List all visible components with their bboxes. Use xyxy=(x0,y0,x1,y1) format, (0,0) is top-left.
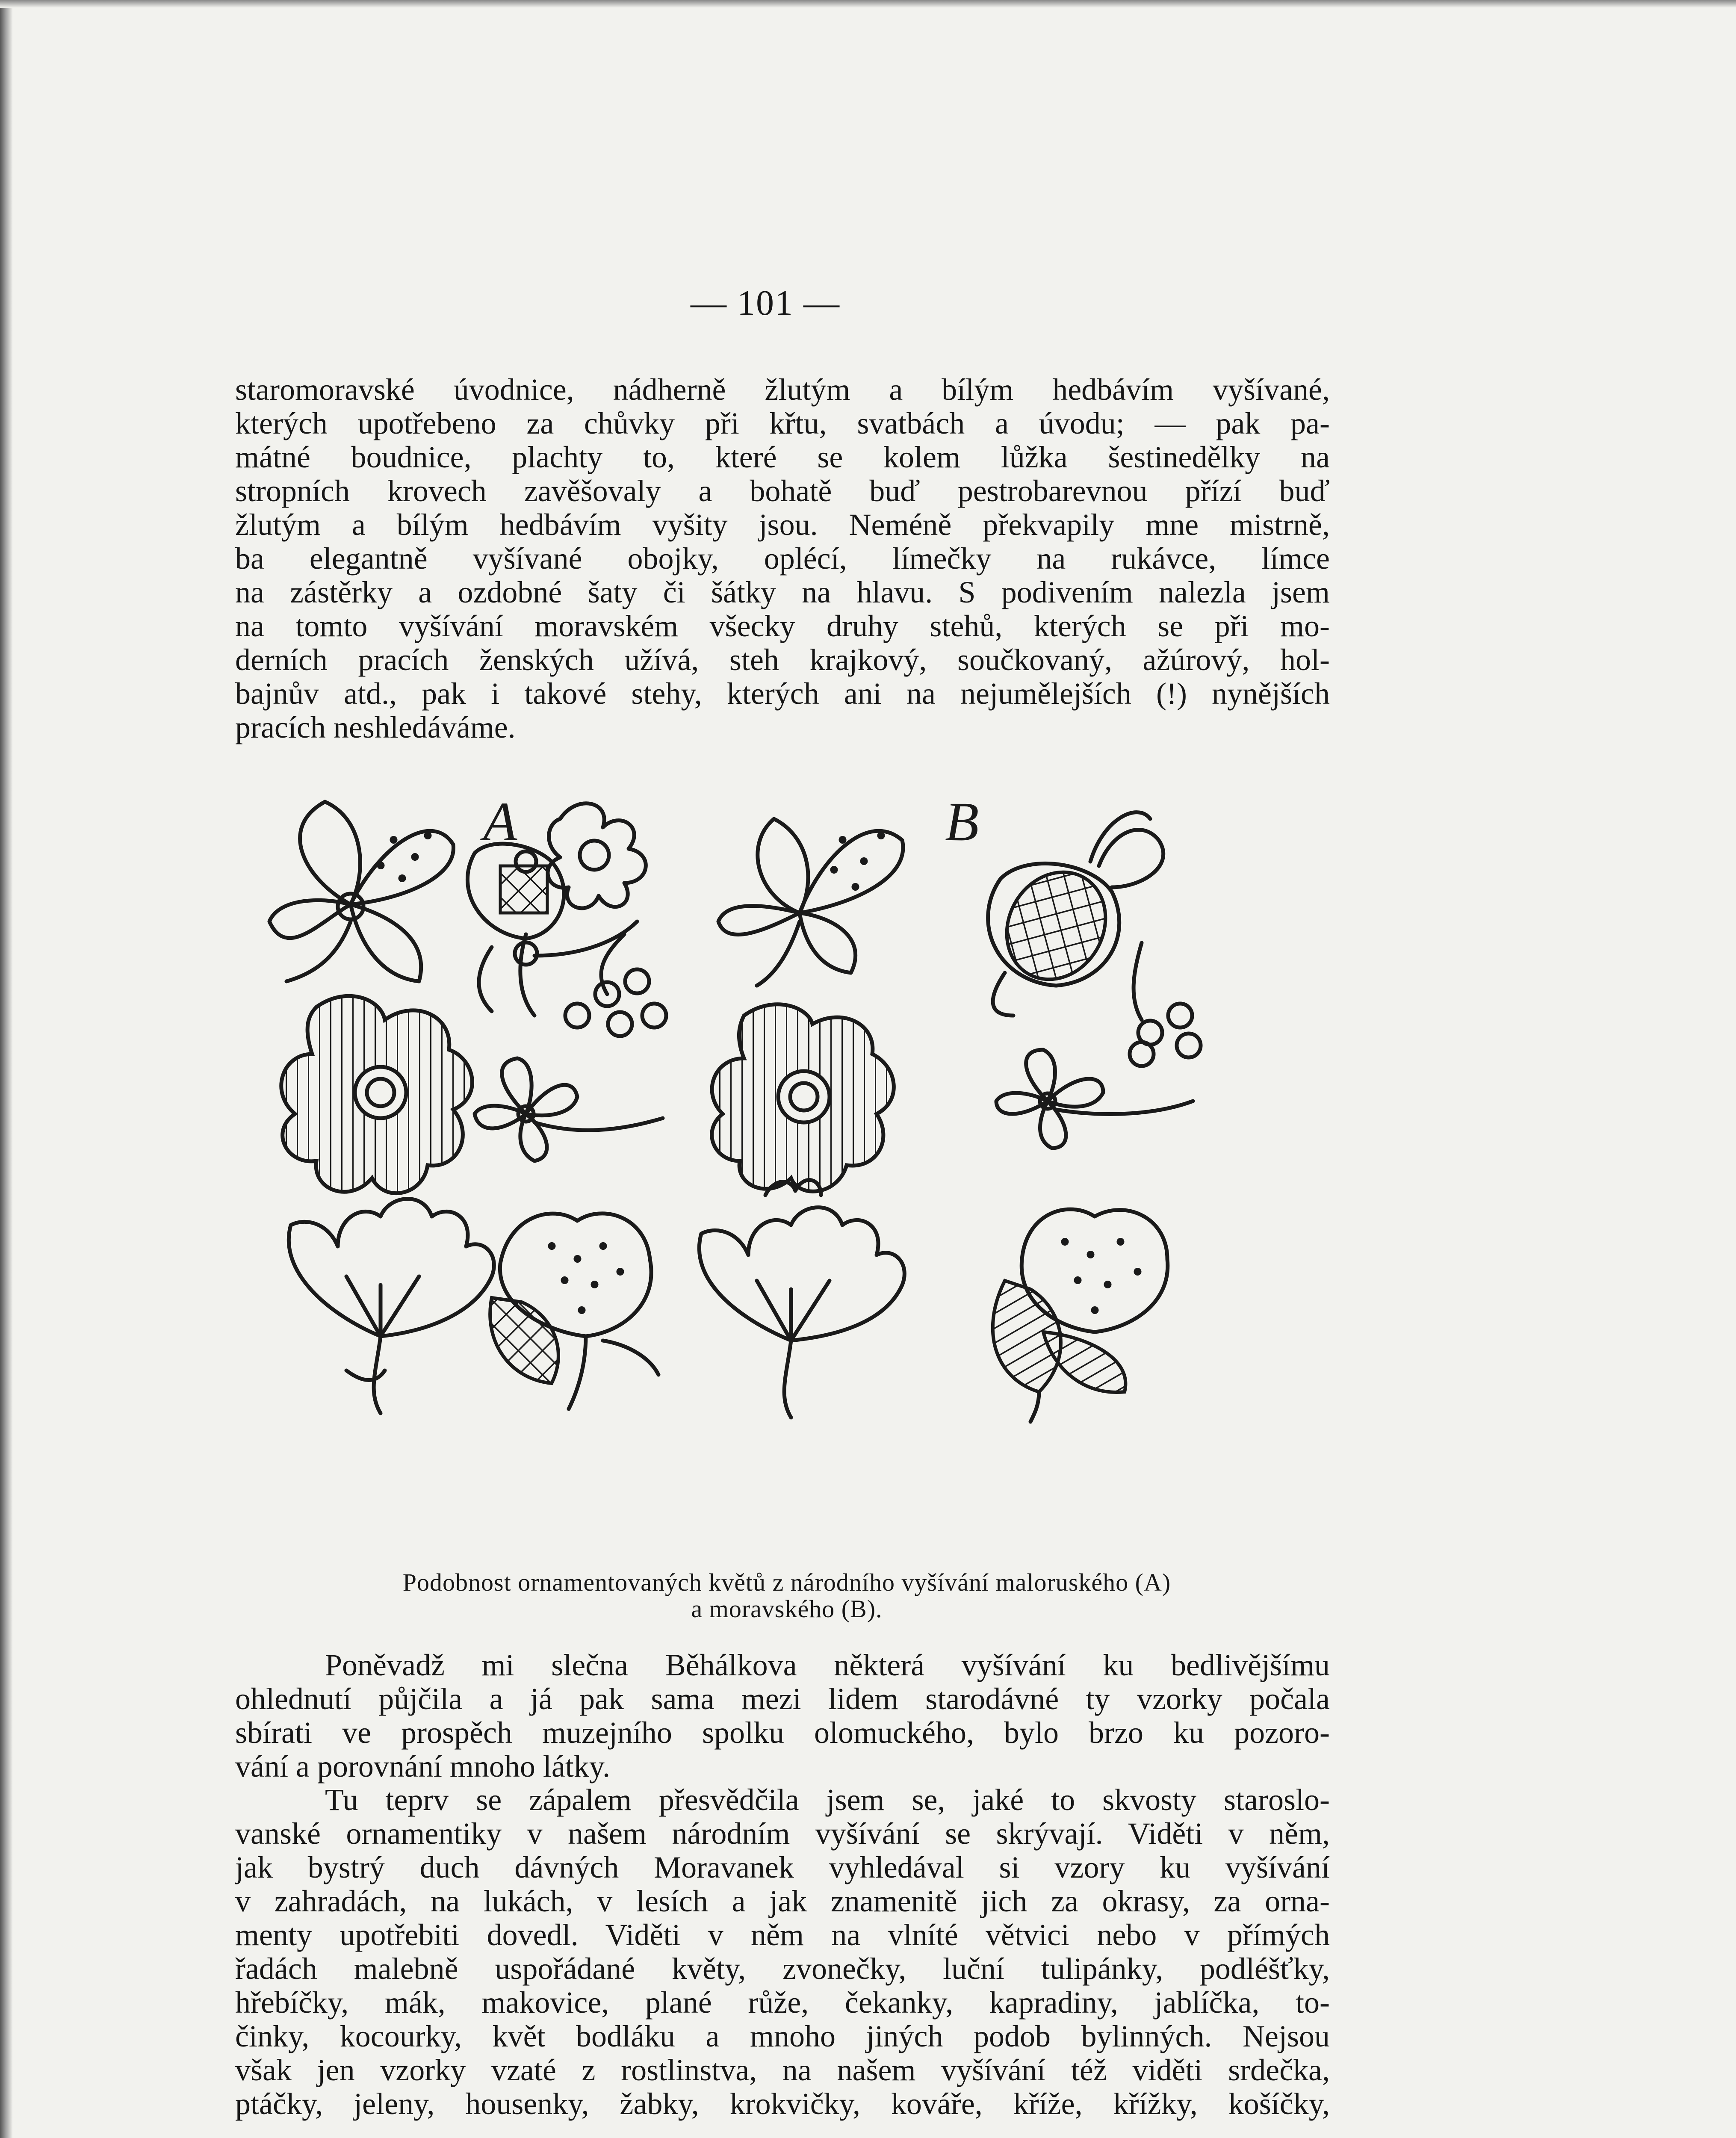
embroidery-illustration xyxy=(252,793,1321,1563)
figure-caption xyxy=(265,1569,1308,1622)
paragraph-3 xyxy=(235,1783,1330,2121)
carnation-b-icon xyxy=(699,1180,904,1417)
text-line: sbírati ve prospěch muzejního spolku olomuckého, bylo brzo ku pozoro- xyxy=(235,1716,1330,1750)
small-flower-b-icon xyxy=(996,1050,1193,1148)
text-line: vanské ornamentiky v našem národním vyšívání se skrývají. Viděti v něm, xyxy=(235,1817,1330,1851)
figure-label-b: B xyxy=(945,793,979,853)
text-line: mátné boudnice, plachty to, které se kolem lůžka šestinedělky na xyxy=(235,440,1330,474)
berries-b-icon xyxy=(1130,943,1201,1066)
text-line: kterých upotřebeno za chůvky při křtu, svatbách a úvodu; — pak pa- xyxy=(235,407,1330,440)
flower-a1-icon xyxy=(269,802,454,981)
scan-edge-top xyxy=(0,0,1736,8)
scan-edge-left xyxy=(0,0,13,2138)
text-line: bajnův atd., pak i takové stehy, kterých ani na nejumělejších (!) nynějších xyxy=(235,677,1330,711)
text-line: v zahradách, na lukách, v lesích a jak znamenitě jich za okrasy, za orna- xyxy=(235,1884,1330,1918)
paragraph-1 xyxy=(235,373,1330,744)
text-line: vání a porovnání mnoho látky. xyxy=(235,1750,611,1784)
caption-line: a moravského (B). xyxy=(691,1595,883,1623)
text-line: derních pracích ženských užívá, steh krajkový, součkovaný, ažúrový, hol- xyxy=(235,643,1330,677)
text-line: hřebíčky, mák, makovice, plané růže, čekanky, kapradiny, jablíčka, to- xyxy=(235,1986,1330,2020)
text-line: pracích neshledáváme. xyxy=(235,711,516,744)
striped-flower-b-icon xyxy=(712,1004,894,1191)
text-line: ba elegantně vyšívané obojky, oplécí, límečky na rukávce, límce xyxy=(235,542,1330,576)
strawberry-flower-a-icon xyxy=(490,1214,658,1409)
text-line: činky, kocourky, květ bodláku a mnoho jiných podob bylinných. Nejsou xyxy=(235,2020,1330,2053)
striped-flower-a-icon xyxy=(281,996,472,1193)
strawberry-flower-b-icon xyxy=(993,1209,1168,1422)
caption-line: Podobnost ornamentovaných květů z národního vyšívání maloruského (A) xyxy=(402,1568,1171,1596)
paragraph-2 xyxy=(235,1648,1330,1784)
text-line: však jen vzorky vzaté z rostlinstva, na našem vyšívání též viděti srdečka, xyxy=(235,2053,1330,2087)
text-line: řadách malebně uspořádané květy, zvonečky, luční tulipánky, podléšťky, xyxy=(235,1952,1330,1986)
text-line: na tomto vyšívání moravském všecky druhy stehů, kterých se při mo- xyxy=(235,609,1330,643)
text-line: Tu teprv se zápalem přesvědčila jsem se, jaké to skvosty staroslo- xyxy=(325,1783,1330,1817)
pomegranate-b-icon xyxy=(988,812,1163,1016)
carnation-a-icon xyxy=(289,1199,494,1413)
text-line: staromoravské úvodnice, nádherně žlutým a bílým hedbávím vyšívané, xyxy=(235,373,1330,407)
text-line: jak bystrý duch dávných Moravanek vyhledával si vzory ku vyšívání xyxy=(235,1851,1330,1884)
text-line: ohlednutí půjčila a já pak sama mezi lidem starodávné ty vzorky počala xyxy=(235,1682,1330,1716)
text-line: stropních krovech zavěšovaly a bohatě buď pestrobarevnou přízí buď xyxy=(235,474,1330,508)
text-line: menty upotřebiti dovedl. Viděti v něm na vlníté větvici nebo v přímých xyxy=(235,1918,1330,1952)
figure-label-a: A xyxy=(483,793,517,853)
text-line: Poněvadž mi slečna Běhálkova některá vyšívání ku bedlivějšímu xyxy=(325,1648,1330,1682)
text-line: žlutým a bílým hedbávím vyšity jsou. Neméně překvapily mne mistrně, xyxy=(235,508,1330,542)
text-line: na zástěrky a ozdobné šaty či šátky na hlavu. S podivením nalezla jsem xyxy=(235,576,1330,609)
small-flower-a-icon xyxy=(475,1058,663,1161)
flower-b1-icon xyxy=(718,819,903,986)
text-line: ptáčky, jeleny, housenky, žabky, krokvičky, kováře, kříže, křížky, košíčky, xyxy=(235,2087,1330,2121)
page-number: — 101 — xyxy=(691,283,840,323)
